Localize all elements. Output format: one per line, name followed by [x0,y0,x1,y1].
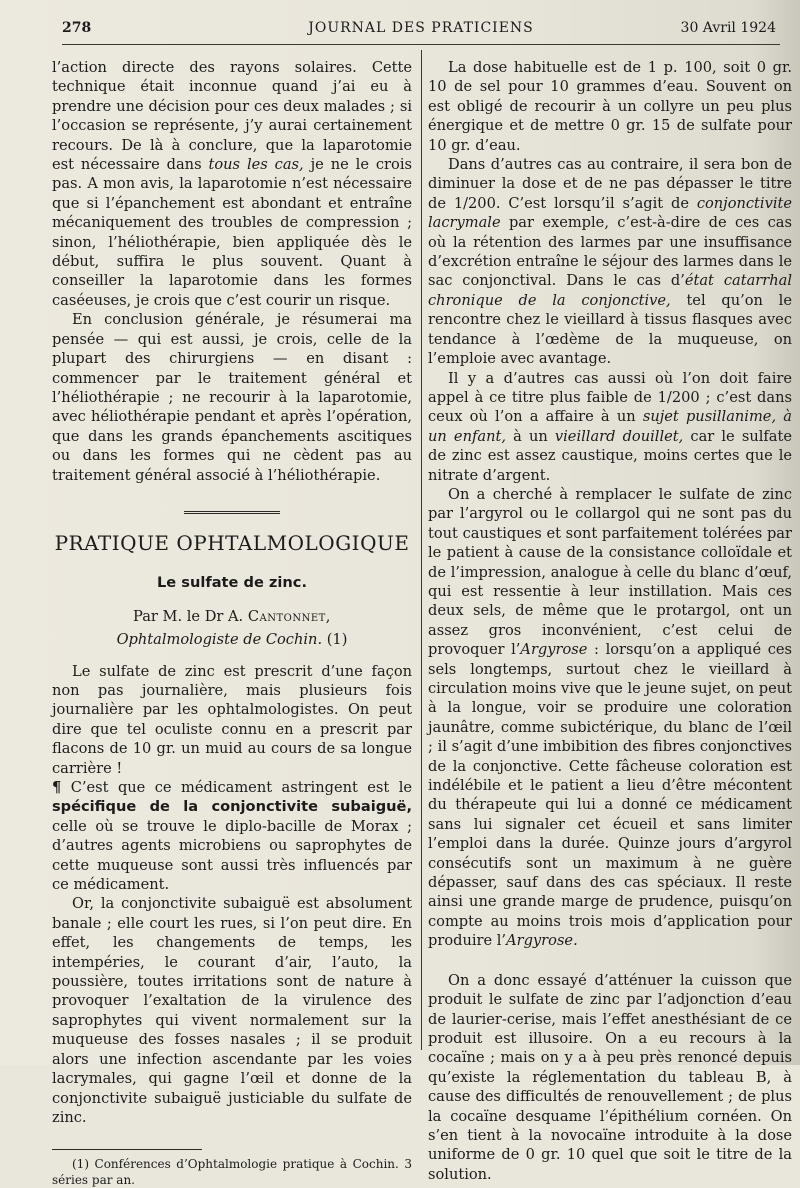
emphasis: Argyrose. [506,932,578,950]
paragraph: En conclusion générale, je résumerai ma pensée — qui est aussi, je crois, celle de la plupart des chirurgiens — en disant : commencer par le traitement général et l’héliothérapie ; ne recourir à la laparotomie, avec héliothérapie pendant et après l’opération, que dans les grands épanchements ascitiques ou dans les formes qui ne cèdent pas au traitement général associé à l’héliothérapie. [52,311,412,484]
text-run: l’action directe des rayons solaires. Cette technique était inconnue quand j’ai eu à prendre une décision pour ces deux malades ; si l’occasion se représente, j’y aurai certainement recours. De là à conclure, que la laparotomie est nécessaire dans [52,59,412,174]
column-divider [421,50,422,1050]
paragraph [428,485,792,951]
text-run: On a cherché à remplacer le sulfate de zinc par l’argyrol ou le collargol qui ne sont pas du tout caustiques et sont parfaitement tolérées par le patient à cause de la consistance colloïdale et de l’impression, analogue à celle du blanc d’œuf, qui est ressentie à leur instillation. Mais ces deux sels, de même que le protargol, ont un assez gros inconvénient, c’est celui de provoquer l’ [428,485,792,659]
paragraph [428,369,792,485]
text-run: Dans d’autres cas au contraire, il sera bon de diminuer la dose et de ne pas dépasser le titre de 1/200. C’est lorsqu’il s’agit de [428,156,792,212]
pilcrow-mark: ¶ [52,779,62,796]
paragraph: La dose habituelle est de 1 p. 100, soit 0 gr. 10 de sel pour 10 grammes d’eau. Souvent on est obligé de recourir à un collyre un peu plus énergique et de mettre 0 gr. 15 de sulfate pour 10 gr. d’eau. [428,59,792,154]
section-separator [184,511,280,516]
paragraph: On a donc essayé d’atténuer la cuisson que produit le sulfate de zinc par l’adjonction d’eau de laurier-cerise, mais l’effet anesthésiant de ce produit est illusoire. On a eu recours à la cocaïne ; mais on y a à peu près renoncé depuis qu’existe la réglementation du tableau B, à cause des difficultés de renouvellement ; de plus la cocaïne desquame l’épithélium cornéen. On s’en tient à la novocaïne introduite à la dose uniforme de 0 gr. 10 quel que soit le titre de la solution. [428,971,792,1183]
article-title: Le sulfate de zinc. [156,574,307,592]
footnote: (1) Conférences d’Ophtalmologie pratique à Cochin. 3 séries par an. [52,1157,412,1188]
text-run: je ne le crois pas. A mon avis, la laparotomie n’est nécessaire que si l’épanchement est abondant et entraîne mécaniquement des troubles de compression ; sinon, l’héliothérapie, bien appliquée dès le début, suffira le plus souvent. Quant à conseiller la laparotomie dans les formes caséeuses, je crois que c’est courir un risque. [52,156,412,309]
text-run: à un [505,427,555,445]
footnote-rule [52,1149,202,1150]
paragraph: Le sulfate de zinc est prescrit d’une façon non pas journalière, mais plusieurs fois journalière par les ophtalmologistes. On peut dire que tel oculiste connu en a prescrit par flacons de 10 gr. un muid au cours de sa longue carrière ! [52,662,412,777]
paragraph [52,58,412,310]
bold-term: spécifique de la conjonctivite subaiguë, [52,798,412,816]
paragraph [52,778,412,894]
text-run: C’est que ce médicament astringent est le [61,779,412,796]
text-run: Il y a d’autres cas aussi où l’on doit faire appel à ce titre plus faible de 1/200 ; c’est dans ceux où l’on a affaire à un [428,369,792,426]
page-header [62,20,780,48]
text-run: celle où se trouve le diplo-bacille de Morax ; d’autres agents microbiens ou saprophytes de cette muqueuse sont aussi très influencés par ce médicament. [52,817,412,894]
paragraph: Or, la conjonctivite subaiguë est absolument banale ; elle court les rues, si l’on peut dire. En effet, les changements de temps, les intempéries, le courant d’air, l’auto, la poussière, toutes irritations sont de nature à provoquer l’exaltation de la virulence des saprophytes qui vivent normalement sur la muqueuse des fosses nasales ; il se produit alors une infection ascendante par les voies lacrymales, qui gagne l’œil et donne de la conjonctivite subaiguë justiciable du sulfate de zinc. [52,895,412,1126]
section-title: PRATIQUE OPHTALMOLOGIQUE [54,530,410,555]
emphasis: état catarrhal chronique de la conjonctive, [428,272,792,309]
journal-title: JOURNAL DES PRATICIENS [308,20,534,36]
author-prefix: Par M. le Dr A. [133,607,248,625]
author-name: Cantonnet, [247,607,331,625]
emphasis: Argyrose [520,641,588,659]
text-run: tel qu’on le rencontre chez le vieillard à tissus flasques avec tendance à l’œdème de la muqueuse, on l’emploie avec avantage. [428,291,792,368]
emphasis: conjonctivite lacrymale [428,194,792,232]
emphasis: vieillard douillet, [554,427,684,445]
affiliation-text: Ophtalmologiste de Cochin. [116,631,323,649]
header-rule [62,44,780,45]
issue-date: 30 Avril 1924 [680,20,776,36]
emphasis: tous les cas, [208,156,304,174]
text-run: car le sulfate de zinc est assez caustique, moins certes que le nitrate d’argent. [428,427,792,484]
author-line [52,607,412,626]
emphasis: sujet pusillanime, à un enfant, [428,408,792,445]
paragraph [428,155,792,368]
text-run: : lorsqu’on a appliqué ces sels longtemps, surtout chez le vieillard à circulation moins vive que le jeune sujet, on peut à la longue, voir se produire une coloration jaunâtre, comme subictérique, du blanc de l’œil ; il s’agit d’une imbibition des fibres conjonctives de la conjonctive. Cette fâcheuse coloration est indélébile et le patient a lieu d’être mécontent du thérapeute qui lui a donné ce médicament sans lui signaler cet écueil et sans limiter l’emploi dans la durée. Quinze jours d’argyrol consécutifs sont un maximum à ne guère dépasser, sauf dans des cas spéciaux. Il reste ainsi une grande marge de prudence, puisqu’on compte au moins trois mois d’application pour produire l’ [428,641,792,950]
left-column [52,58,412,1188]
page-number: 278 [62,20,92,36]
right-column [428,58,792,1184]
footnote-ref: (1) [322,631,348,649]
author-affiliation [52,630,412,649]
text-run: par exemple, c’est-à-dire de ces cas où la rétention des larmes par une insuffisance d’excrétion entraîne le séjour des larmes dans le sac conjonctival. Dans le cas d’ [428,214,792,290]
